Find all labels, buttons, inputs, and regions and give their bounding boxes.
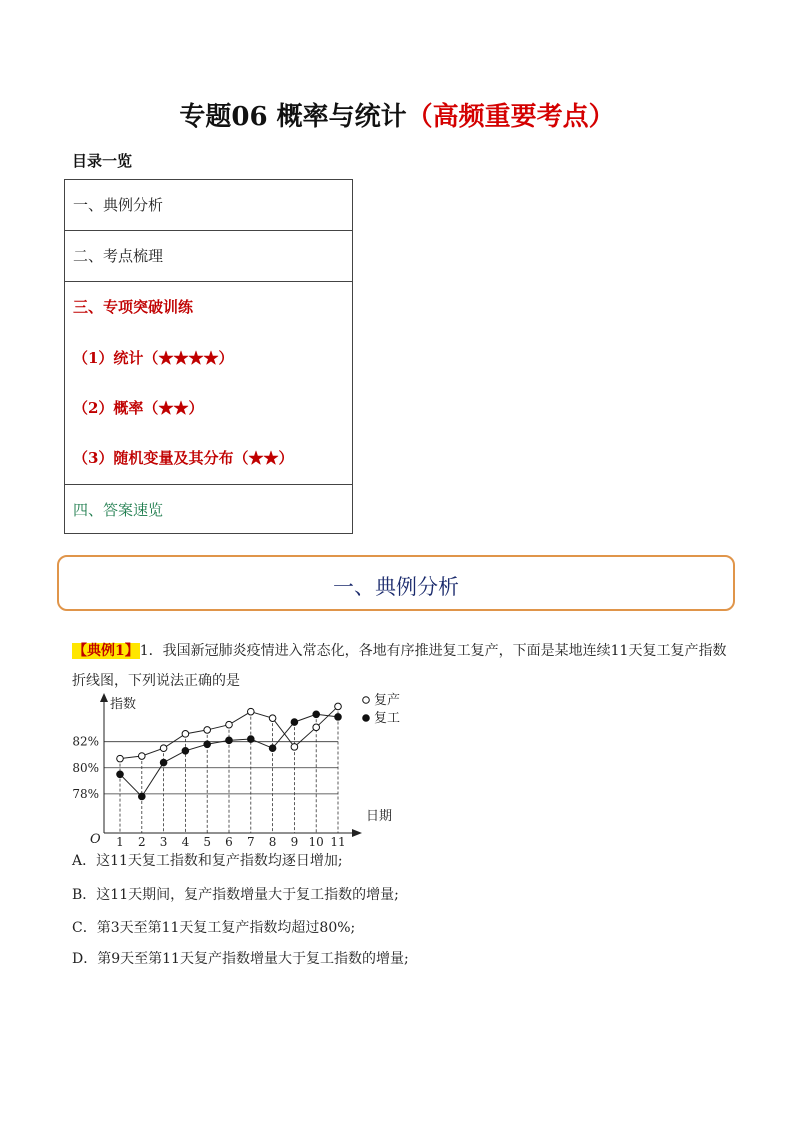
production-point	[291, 744, 298, 751]
legend-label-production: 复产	[374, 693, 401, 708]
production-point	[204, 727, 211, 734]
production-point	[313, 724, 320, 731]
y-tick-label: 80%	[72, 760, 99, 775]
x-tick-label: 9	[290, 835, 299, 849]
toc-row-3	[65, 282, 352, 485]
y-axis-arrow	[100, 693, 108, 702]
production-point	[226, 721, 233, 728]
x-axis-label: 日期	[366, 809, 393, 824]
toc-item-key-points[interactable]: 二、考点梳理	[73, 247, 164, 265]
toc-row-2	[65, 231, 352, 282]
page-title-main: 专题06 概率与统计	[179, 102, 407, 132]
production-point	[139, 753, 146, 760]
x-tick-label: 11	[330, 835, 346, 849]
chart-legend	[363, 692, 400, 726]
work-point	[204, 741, 211, 748]
toc-row-1	[65, 180, 352, 231]
page-title	[0, 96, 794, 133]
work-point	[182, 748, 189, 755]
x-tick-label: 1	[116, 835, 124, 849]
toc-item-statistics[interactable]: （1）统计（★★★★）	[73, 349, 234, 367]
x-tick-label: 2	[137, 835, 146, 849]
work-point	[269, 745, 276, 752]
x-tick-label: 6	[225, 835, 233, 849]
legend-label-work: 复工	[374, 711, 401, 726]
y-axis-label: 指数	[110, 697, 137, 712]
toc-item-random-variables[interactable]: （3）随机变量及其分布（★★）	[73, 449, 294, 467]
x-tick-label: 5	[203, 835, 212, 849]
work-point	[313, 711, 320, 718]
section-banner-label: 一、典例分析	[333, 575, 459, 599]
toc-item-probability[interactable]: （2）概率（★★）	[73, 399, 204, 417]
question-text	[72, 636, 732, 696]
x-tick-label: 7	[246, 835, 255, 849]
toc-heading: 目录一览	[72, 152, 133, 170]
work-point	[160, 759, 167, 766]
option-b[interactable]: B．这11天期间，复产指数增量大于复工指数的增量;	[72, 887, 399, 903]
legend-marker-production	[363, 697, 370, 704]
x-tick-label: 4	[181, 835, 190, 849]
option-c[interactable]: C．第3天至第11天复工复产指数均超过80%;	[72, 920, 356, 936]
work-point	[117, 771, 124, 778]
chart-gridlines	[104, 742, 338, 794]
x-axis-arrow	[352, 829, 362, 837]
table-of-contents	[64, 179, 353, 534]
work-point	[248, 736, 255, 743]
section-banner	[57, 555, 735, 611]
legend-marker-work	[363, 715, 370, 722]
origin-label: O	[90, 832, 101, 847]
work-point	[226, 737, 233, 744]
work-point	[139, 793, 146, 800]
work-point	[335, 714, 342, 721]
production-point	[117, 755, 124, 762]
production-point	[248, 708, 255, 715]
production-point	[269, 715, 276, 722]
line-chart	[72, 690, 414, 849]
toc-item-answers[interactable]: 四、答案速览	[73, 501, 164, 519]
production-point	[335, 703, 342, 710]
question-body: 1．我国新冠肺炎疫情进入常态化，各地有序推进复工复产，下面是某地连续11天复工复产指数折线图，下列说法正确的是	[72, 643, 727, 689]
option-a[interactable]: A．这11天复工指数和复产指数均逐日增加;	[72, 853, 343, 869]
toc-item-special-training[interactable]: 三、专项突破训练	[73, 298, 194, 316]
x-tick-label: 8	[268, 835, 277, 849]
page-title-highlight: （高频重要考点）	[406, 102, 615, 132]
x-tick-label: 3	[159, 835, 168, 849]
x-tick-label: 10	[308, 835, 324, 849]
production-point	[182, 731, 189, 738]
question-tag: 【典例1】	[73, 643, 139, 659]
work-point	[291, 719, 298, 726]
production-point	[160, 745, 167, 752]
option-d[interactable]: D．第9天至第11天复产指数增量大于复工指数的增量;	[72, 951, 409, 967]
toc-item-typical-examples[interactable]: 一、典例分析	[73, 196, 164, 214]
toc-row-4	[65, 485, 352, 534]
y-tick-label: 82%	[72, 734, 99, 749]
y-tick-label: 78%	[72, 786, 99, 801]
